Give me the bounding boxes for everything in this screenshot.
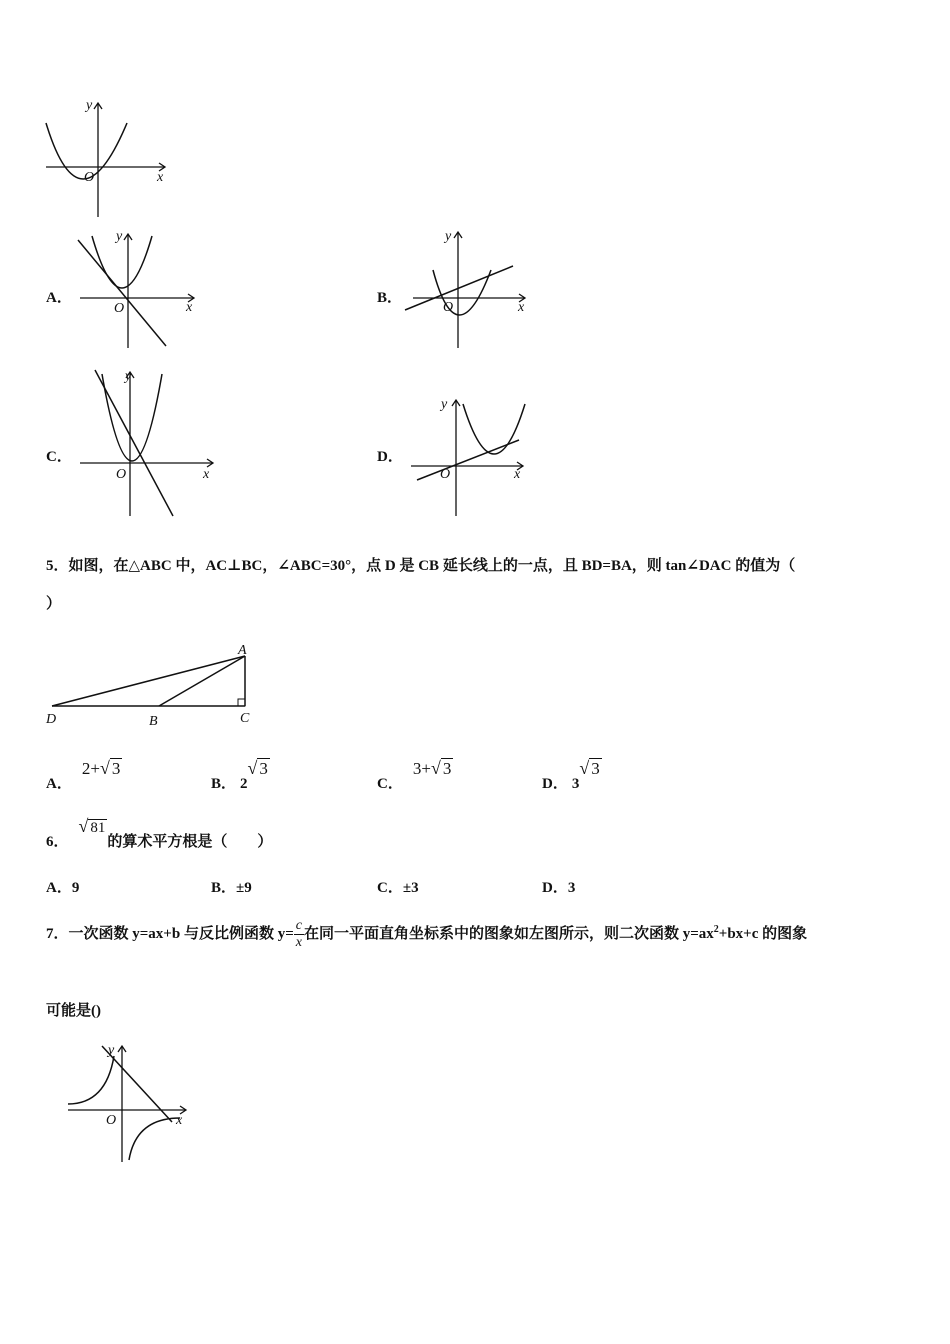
q5-triangle-figure (44, 640, 264, 730)
q4-option-b-graph[interactable] (403, 228, 533, 350)
q4-option-a-graph[interactable] (72, 230, 202, 350)
sqrt-icon: √ (430, 758, 441, 778)
point-d-label: D (46, 712, 57, 727)
q5-option-a[interactable] (46, 758, 122, 792)
x-label: x (157, 170, 164, 185)
option-letter: A． (46, 776, 72, 792)
q7-fraction: $\frac{c}{x}$ (295, 918, 302, 950)
q6-question (46, 816, 273, 850)
x-label: x (514, 467, 521, 482)
q5-option-b[interactable] (211, 758, 270, 792)
y-label: y (441, 397, 448, 412)
sqrt-icon: √ (247, 758, 258, 778)
point-a-label: A (238, 643, 247, 658)
straight-line (95, 370, 173, 516)
option-prefix: 2 (240, 776, 248, 792)
point-c-label: C (240, 711, 250, 726)
option-prefix: 3 (571, 776, 580, 792)
option-radicand: 3 (591, 759, 600, 778)
x-label: x (518, 300, 525, 315)
point-b-label: B (149, 714, 158, 729)
y-label: y (116, 229, 123, 244)
origin-label: O (106, 1113, 117, 1128)
reference-graph-top (40, 95, 170, 220)
option-radicand: 3 (442, 759, 452, 778)
q6-option-b[interactable]: B．±9 (211, 880, 252, 896)
sqrt-icon: √ (99, 758, 110, 778)
y-label: y (125, 369, 132, 384)
q5-question-text: 5．如图，在△ABC 中，AC⊥BC，∠ABC=30°，点 D 是 CB 延长线上的一点，且 BD=BA，则 tan∠DAC 的值为（ (46, 558, 796, 574)
x-label: x (203, 467, 210, 482)
y-label: y (445, 229, 452, 244)
option-letter: B． (211, 776, 237, 792)
hyperbola-branch-right (129, 1118, 180, 1160)
origin-label: O (114, 301, 125, 316)
option-radicand: 3 (111, 759, 121, 778)
q6-option-a[interactable]: A．9 (46, 880, 80, 896)
right-angle-mark (238, 699, 245, 706)
origin-label: O (440, 467, 451, 482)
option-letter: C． (377, 776, 403, 792)
origin-label: O (84, 170, 95, 185)
q5-option-c[interactable] (377, 758, 453, 792)
q6-option-c[interactable]: C．±3 (377, 880, 419, 896)
segment-ab (159, 656, 245, 706)
parabola-curve (102, 374, 162, 461)
straight-line (78, 240, 166, 346)
y-label: y (86, 98, 93, 113)
option-radicand: 3 (259, 759, 268, 778)
parabola-curve (463, 404, 525, 454)
option-prefix: 2+ (81, 759, 100, 778)
q5-question-text-cont: ） (46, 596, 62, 612)
y-label: y (108, 1043, 115, 1058)
q4-option-c-graph[interactable] (75, 368, 220, 518)
q4-option-a-label[interactable]: A． (46, 290, 72, 306)
q4-option-d-label[interactable]: D． (377, 449, 403, 465)
x-label: x (186, 300, 193, 315)
segment-ad (52, 656, 245, 706)
sqrt-icon: √ (78, 816, 89, 836)
q6-number: 6． (46, 834, 69, 850)
hyperbola-branch-left (68, 1056, 114, 1104)
parabola-curve (433, 270, 491, 315)
straight-line (417, 440, 519, 480)
q4-option-c-label[interactable]: C． (46, 449, 72, 465)
sqrt-icon: √ (579, 758, 590, 778)
x-label: x (176, 1113, 183, 1128)
option-letter: D． (542, 776, 568, 792)
origin-label: O (443, 300, 454, 315)
q4-option-b-label[interactable]: B． (377, 290, 403, 306)
q7-reference-graph (62, 1040, 192, 1165)
q5-option-d[interactable] (542, 758, 602, 792)
q7-question-text-cont: 可能是() (46, 1003, 101, 1019)
q6-option-d[interactable]: D．3 (542, 880, 576, 896)
straight-line (405, 266, 513, 310)
q4-option-d-graph[interactable] (403, 396, 533, 518)
q6-text: 的算术平方根是（ ） (107, 834, 273, 850)
option-prefix: 3+ (412, 759, 431, 778)
q6-radicand: 81 (90, 820, 106, 836)
q7-question-text: 7．一次函数 y=ax+b 与反比例函数 y= $\frac{c}{x}$ 在同一平面直角坐标系中的图象如左图所示，则二次函数 $y=ax^2+bx+c$ 的图象 (46, 918, 808, 950)
origin-label: O (116, 467, 127, 482)
